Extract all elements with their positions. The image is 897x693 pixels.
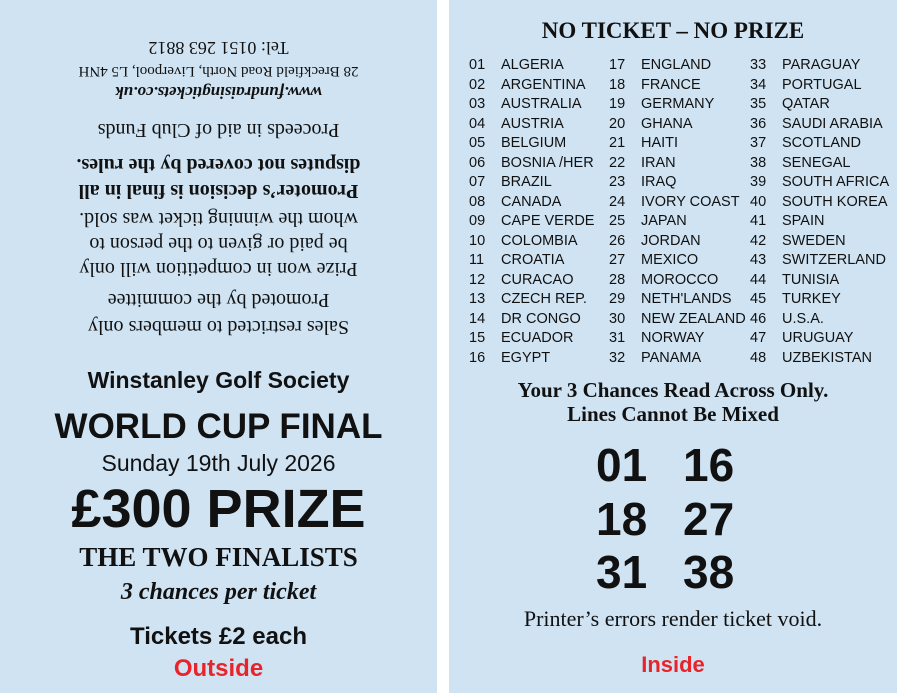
team-name: GERMANY: [641, 96, 715, 112]
team-number: 31: [609, 330, 626, 346]
society-name: Winstanley Golf Society: [87, 367, 350, 393]
team-name: JORDAN: [641, 232, 701, 249]
team-number: 12: [469, 271, 486, 288]
team-name: CANADA: [501, 193, 562, 210]
team-name: SAUDI ARABIA: [782, 115, 883, 132]
team-name: JAPAN: [641, 213, 687, 229]
chance-line-2: [449, 492, 897, 546]
team-number: 26: [609, 232, 626, 249]
team-row: [750, 154, 897, 174]
team-number: 16: [469, 349, 486, 366]
team-row: [750, 56, 897, 76]
team-number: 40: [750, 193, 767, 210]
team-name: EGYPT: [501, 349, 551, 366]
rules-text: whom the winning ticket was sold.: [79, 208, 358, 230]
chance-number: 31: [596, 546, 648, 598]
team-row: [750, 76, 897, 96]
team-name: TURKEY: [782, 291, 841, 307]
team-row: [469, 193, 619, 213]
team-number: 05: [469, 135, 486, 151]
team-name: SOUTH AFRICA: [782, 174, 890, 190]
team-row: [469, 290, 619, 310]
team-row: [469, 271, 619, 291]
team-row: [609, 95, 759, 115]
team-row: [609, 76, 759, 96]
chance-number: 16: [683, 439, 735, 491]
team-number: 15: [469, 330, 486, 346]
team-name: IRAN: [641, 154, 676, 171]
team-row: [750, 251, 897, 271]
team-row: [609, 271, 759, 291]
team-number: 19: [609, 96, 626, 112]
team-name: FRANCE: [641, 76, 701, 93]
team-row: [609, 134, 759, 154]
team-number: 08: [469, 193, 486, 210]
team-name: CROATIA: [501, 252, 565, 268]
team-row: [609, 173, 759, 193]
team-number: 44: [750, 271, 767, 288]
team-name: BRAZIL: [501, 174, 552, 190]
team-name: NEW ZEALAND: [641, 310, 746, 327]
team-number: 42: [750, 232, 767, 249]
promoter-decision-text: disputes not covered by the rules.: [76, 154, 361, 176]
inside-label: Inside: [641, 652, 705, 677]
team-row: [469, 310, 619, 330]
rule-no-mixing: Lines Cannot Be Mixed: [567, 402, 779, 426]
team-row: [750, 271, 897, 291]
team-number: 24: [609, 193, 626, 210]
team-number: 47: [750, 330, 767, 346]
team-row: [750, 115, 897, 135]
team-row: [750, 193, 897, 213]
team-name: IRAQ: [641, 174, 677, 190]
team-number: 46: [750, 310, 767, 327]
team-name: CURACAO: [501, 271, 574, 288]
team-number: 37: [750, 135, 767, 151]
team-name: IVORY COAST: [641, 193, 740, 210]
chance-number: 27: [683, 493, 735, 545]
team-row: [609, 56, 759, 76]
team-number: 36: [750, 115, 767, 132]
team-number: 29: [609, 291, 626, 307]
chance-number: 38: [683, 546, 735, 598]
team-column: [750, 56, 897, 368]
team-number: 10: [469, 232, 486, 249]
ticket-price: Tickets £2 each: [129, 623, 307, 650]
team-row: [469, 115, 619, 135]
team-number: 17: [609, 57, 626, 73]
team-number: 34: [750, 76, 767, 93]
phone-text: Tel: 0151 263 8812: [148, 38, 289, 58]
team-number: 33: [750, 57, 767, 73]
chance-line-3: [449, 545, 897, 599]
team-column: [609, 56, 759, 368]
team-number: 11: [469, 252, 485, 268]
team-name: ENGLAND: [641, 57, 712, 73]
team-name: AUSTRIA: [501, 115, 564, 132]
team-number: 13: [469, 291, 486, 307]
team-row: [750, 310, 897, 330]
team-number: 20: [609, 115, 626, 132]
team-row: [609, 115, 759, 135]
team-row: [609, 154, 759, 174]
team-row: [469, 56, 619, 76]
team-number: 23: [609, 174, 626, 190]
team-row: [469, 232, 619, 252]
rule-read-across: Your 3 Chances Read Across Only.: [517, 378, 829, 402]
inside-panel: [449, 0, 897, 693]
team-number: 02: [469, 76, 486, 93]
team-name: DR CONGO: [501, 310, 581, 327]
event-title: WORLD CUP FINAL: [54, 407, 383, 446]
team-row: [469, 349, 619, 369]
team-name: NORWAY: [641, 330, 705, 346]
team-name: ALGERIA: [501, 57, 564, 73]
team-row: [609, 290, 759, 310]
team-name: GHANA: [641, 115, 693, 132]
team-name: PORTUGAL: [782, 76, 862, 93]
prize-amount: £300 PRIZE: [71, 479, 366, 539]
team-name: BELGIUM: [501, 135, 567, 151]
team-row: [469, 251, 619, 271]
team-name: CZECH REP.: [501, 291, 587, 307]
team-number: 48: [750, 349, 767, 366]
rules-text: Sales restricted to members only: [87, 316, 350, 338]
team-number: 03: [469, 96, 486, 112]
team-number: 30: [609, 310, 626, 327]
void-notice: Printer’s errors render ticket void.: [523, 606, 823, 631]
team-row: [609, 251, 759, 271]
team-number: 22: [609, 154, 626, 171]
team-name: U.S.A.: [782, 310, 824, 327]
team-number: 25: [609, 213, 626, 229]
team-row: [469, 329, 619, 349]
team-number: 27: [609, 252, 626, 268]
team-name: BOSNIA /HER: [501, 154, 594, 171]
team-row: [750, 95, 897, 115]
team-number: 43: [750, 252, 767, 268]
team-number: 18: [609, 76, 626, 93]
team-number: 21: [609, 135, 626, 151]
team-row: [609, 212, 759, 232]
website-text: www.fundraisingtickets.co.uk: [115, 83, 322, 102]
outside-panel: [0, 0, 437, 693]
team-row: [750, 212, 897, 232]
team-number: 09: [469, 213, 486, 229]
event-date: Sunday 19th July 2026: [101, 450, 336, 476]
team-name: MOROCCO: [641, 271, 719, 288]
finalists-text: THE TWO FINALISTS: [79, 542, 358, 572]
chances-per-ticket: 3 chances per ticket: [120, 579, 317, 605]
team-name: SCOTLAND: [782, 135, 861, 151]
promoter-decision-text: Promoter’s decision is final in all: [78, 180, 359, 202]
team-number: 38: [750, 154, 767, 171]
team-row: [609, 193, 759, 213]
chance-number: 01: [596, 439, 648, 491]
team-number: 01: [469, 57, 486, 73]
team-name: PANAMA: [641, 349, 702, 366]
team-name: CAPE VERDE: [501, 213, 595, 229]
team-number: 04: [469, 115, 486, 132]
team-number: 06: [469, 154, 486, 171]
team-name: SWEDEN: [782, 232, 846, 249]
team-row: [609, 329, 759, 349]
chance-line-1: [449, 438, 897, 492]
team-name: MEXICO: [641, 252, 699, 268]
team-column: [469, 56, 619, 368]
team-row: [750, 290, 897, 310]
team-row: [750, 232, 897, 252]
team-number: 39: [750, 174, 767, 190]
team-name: SWITZERLAND: [782, 252, 886, 268]
team-name: ARGENTINA: [501, 76, 586, 93]
rules-text: be paid or given to the person to: [89, 233, 348, 255]
team-name: NETH'LANDS: [641, 291, 732, 307]
team-row: [609, 349, 759, 369]
rules-text: Prize won in competition will only: [79, 258, 358, 280]
chance-number: 18: [596, 493, 648, 545]
proceeds-text: Proceeds in aid of Club Funds: [97, 119, 340, 141]
team-row: [469, 95, 619, 115]
address-text: 28 Breckfield Road North, Liverpool, L5 4NH: [78, 63, 359, 79]
team-name: SOUTH KOREA: [782, 193, 888, 210]
team-name: ECUADOR: [501, 330, 574, 346]
team-name: UZBEKISTAN: [782, 349, 872, 366]
team-row: [469, 76, 619, 96]
team-name: URUGUAY: [782, 330, 854, 346]
team-row: [750, 329, 897, 349]
team-name: TUNISIA: [782, 271, 840, 288]
team-number: 32: [609, 349, 626, 366]
team-row: [469, 173, 619, 193]
team-row: [750, 173, 897, 193]
team-number: 41: [750, 213, 767, 229]
team-row: [469, 212, 619, 232]
team-row: [750, 349, 897, 369]
team-number: 45: [750, 291, 767, 307]
team-number: 28: [609, 271, 626, 288]
outside-label: Outside: [173, 655, 264, 682]
rules-text: Promoted by the committee: [107, 289, 330, 311]
no-ticket-header: NO TICKET – NO PRIZE: [541, 18, 805, 43]
upside-down-rules-block: [0, 0, 437, 352]
team-row: [750, 134, 897, 154]
team-row: [609, 310, 759, 330]
team-number: 35: [750, 96, 767, 112]
team-name: QATAR: [782, 96, 830, 112]
team-row: [609, 232, 759, 252]
team-name: SENEGAL: [782, 154, 851, 171]
team-number: 14: [469, 310, 486, 327]
team-name: HAITI: [641, 135, 679, 151]
team-row: [469, 154, 619, 174]
team-name: PARAGUAY: [782, 57, 861, 73]
team-name: SPAIN: [782, 213, 825, 229]
team-name: AUSTRALIA: [501, 96, 582, 112]
team-name: COLOMBIA: [501, 232, 578, 249]
team-number: 07: [469, 174, 486, 190]
team-row: [469, 134, 619, 154]
